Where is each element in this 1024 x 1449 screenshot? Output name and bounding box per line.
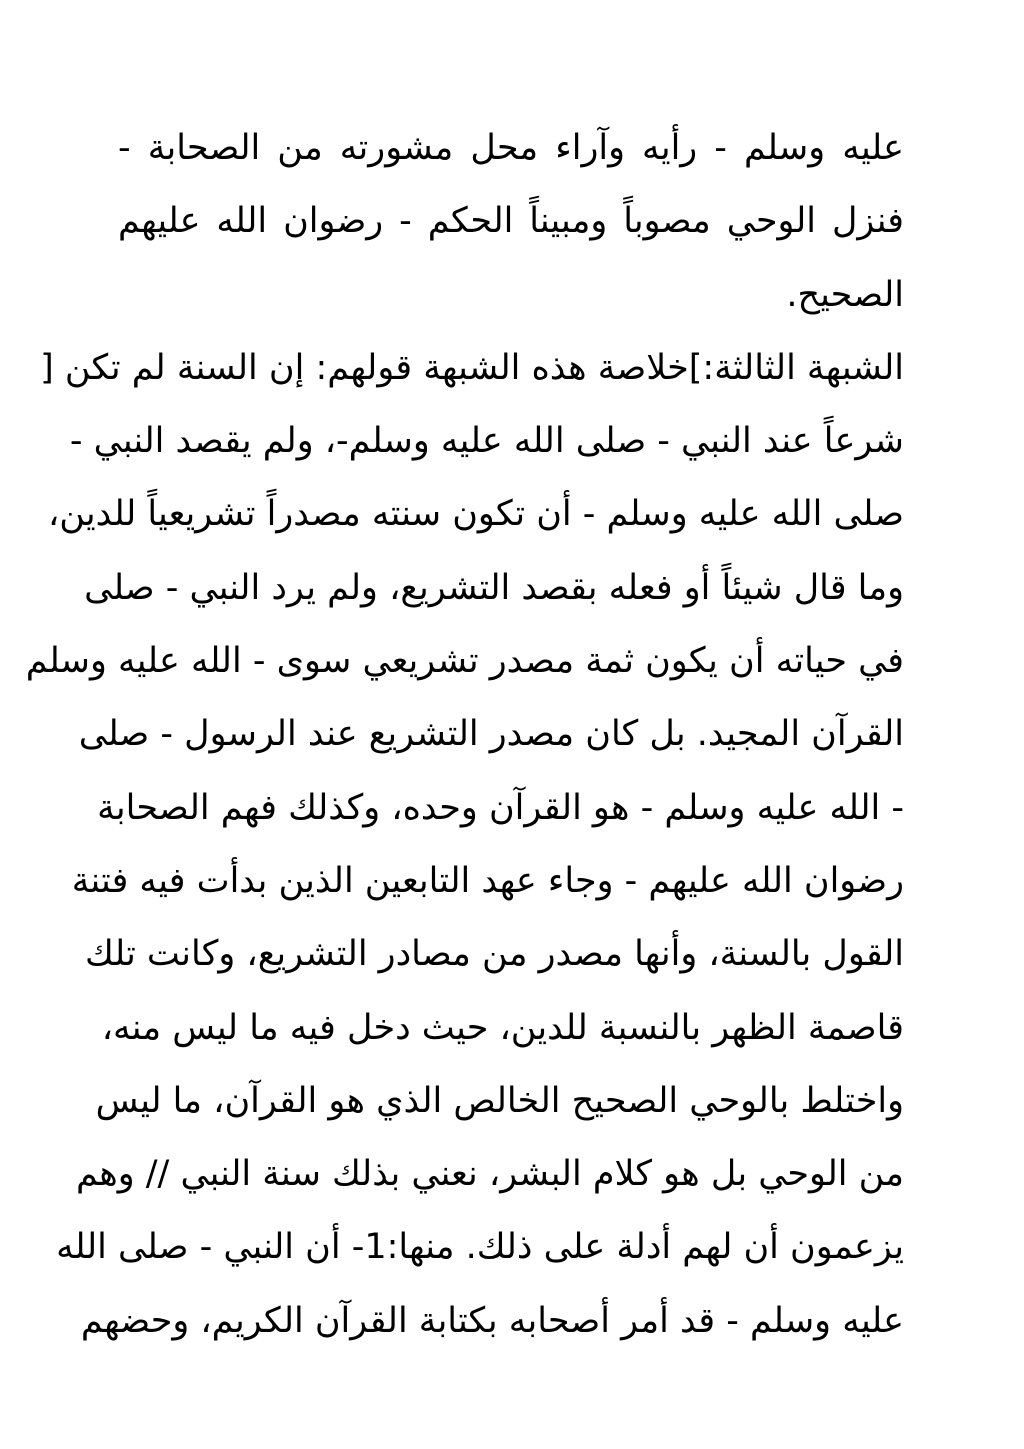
text-line: قاصمة الظهر بالنسبة للدين، حيث دخل فيه ما ليس منه، <box>101 1007 904 1048</box>
text-line: واختلط بالوحي الصحيح الخالص الذي هو القرآن، ما ليس <box>95 1080 904 1121</box>
text-line: فنزل الوحي مصوباً ومبيناً الحكم - رضوان الله عليهم <box>118 201 904 242</box>
body-text <box>25 112 904 1358</box>
text-line: عليه وسلم - قد أمر أصحابه بكتابة القرآن الكريم، وحضهم <box>80 1300 904 1341</box>
text-line: صلى الله عليه وسلم - أن تكون سنته مصدراً تشريعياً للدين، <box>47 494 904 535</box>
text-line: - الله عليه وسلم - هو القرآن وحده، وكذلك فهم الصحابة <box>97 787 904 828</box>
text-line: يزعمون أن لهم أدلة على ذلك. منها:1- أن النبي - صلى الله <box>56 1227 904 1268</box>
text-line: رضوان الله عليهم - وجاء عهد التابعين الذين بدأت فيه فتنة <box>71 860 904 901</box>
text-line: الشبهة الثالثة:]خلاصة هذه الشبهة قولهم: إن السنة لم تكن [ <box>40 347 904 388</box>
text-line: شرعاً عند النبي - صلى الله عليه وسلم-، ولم يقصد النبي - <box>69 421 904 462</box>
text-line: الصحيح. <box>786 274 904 315</box>
text-line: في حياته أن يكون ثمة مصدر تشريعي سوى - الله عليه وسلم <box>25 641 904 682</box>
text-line: القرآن المجيد. بل كان مصدر التشريع عند الرسول - صلى <box>78 714 904 755</box>
text-line: وما قال شيئاً أو فعله بقصد التشريع، ولم يرد النبي - صلى <box>84 567 904 608</box>
text-line: عليه وسلم - رأيه وآراء محل مشورته من الصحابة - <box>118 128 904 168</box>
text-line: القول بالسنة، وأنها مصدر من مصادر التشريع، وكانت تلك <box>84 934 904 975</box>
text-line: من الوحي بل هو كلام البشر، نعني بذلك سنة النبي // وهم <box>75 1154 904 1195</box>
